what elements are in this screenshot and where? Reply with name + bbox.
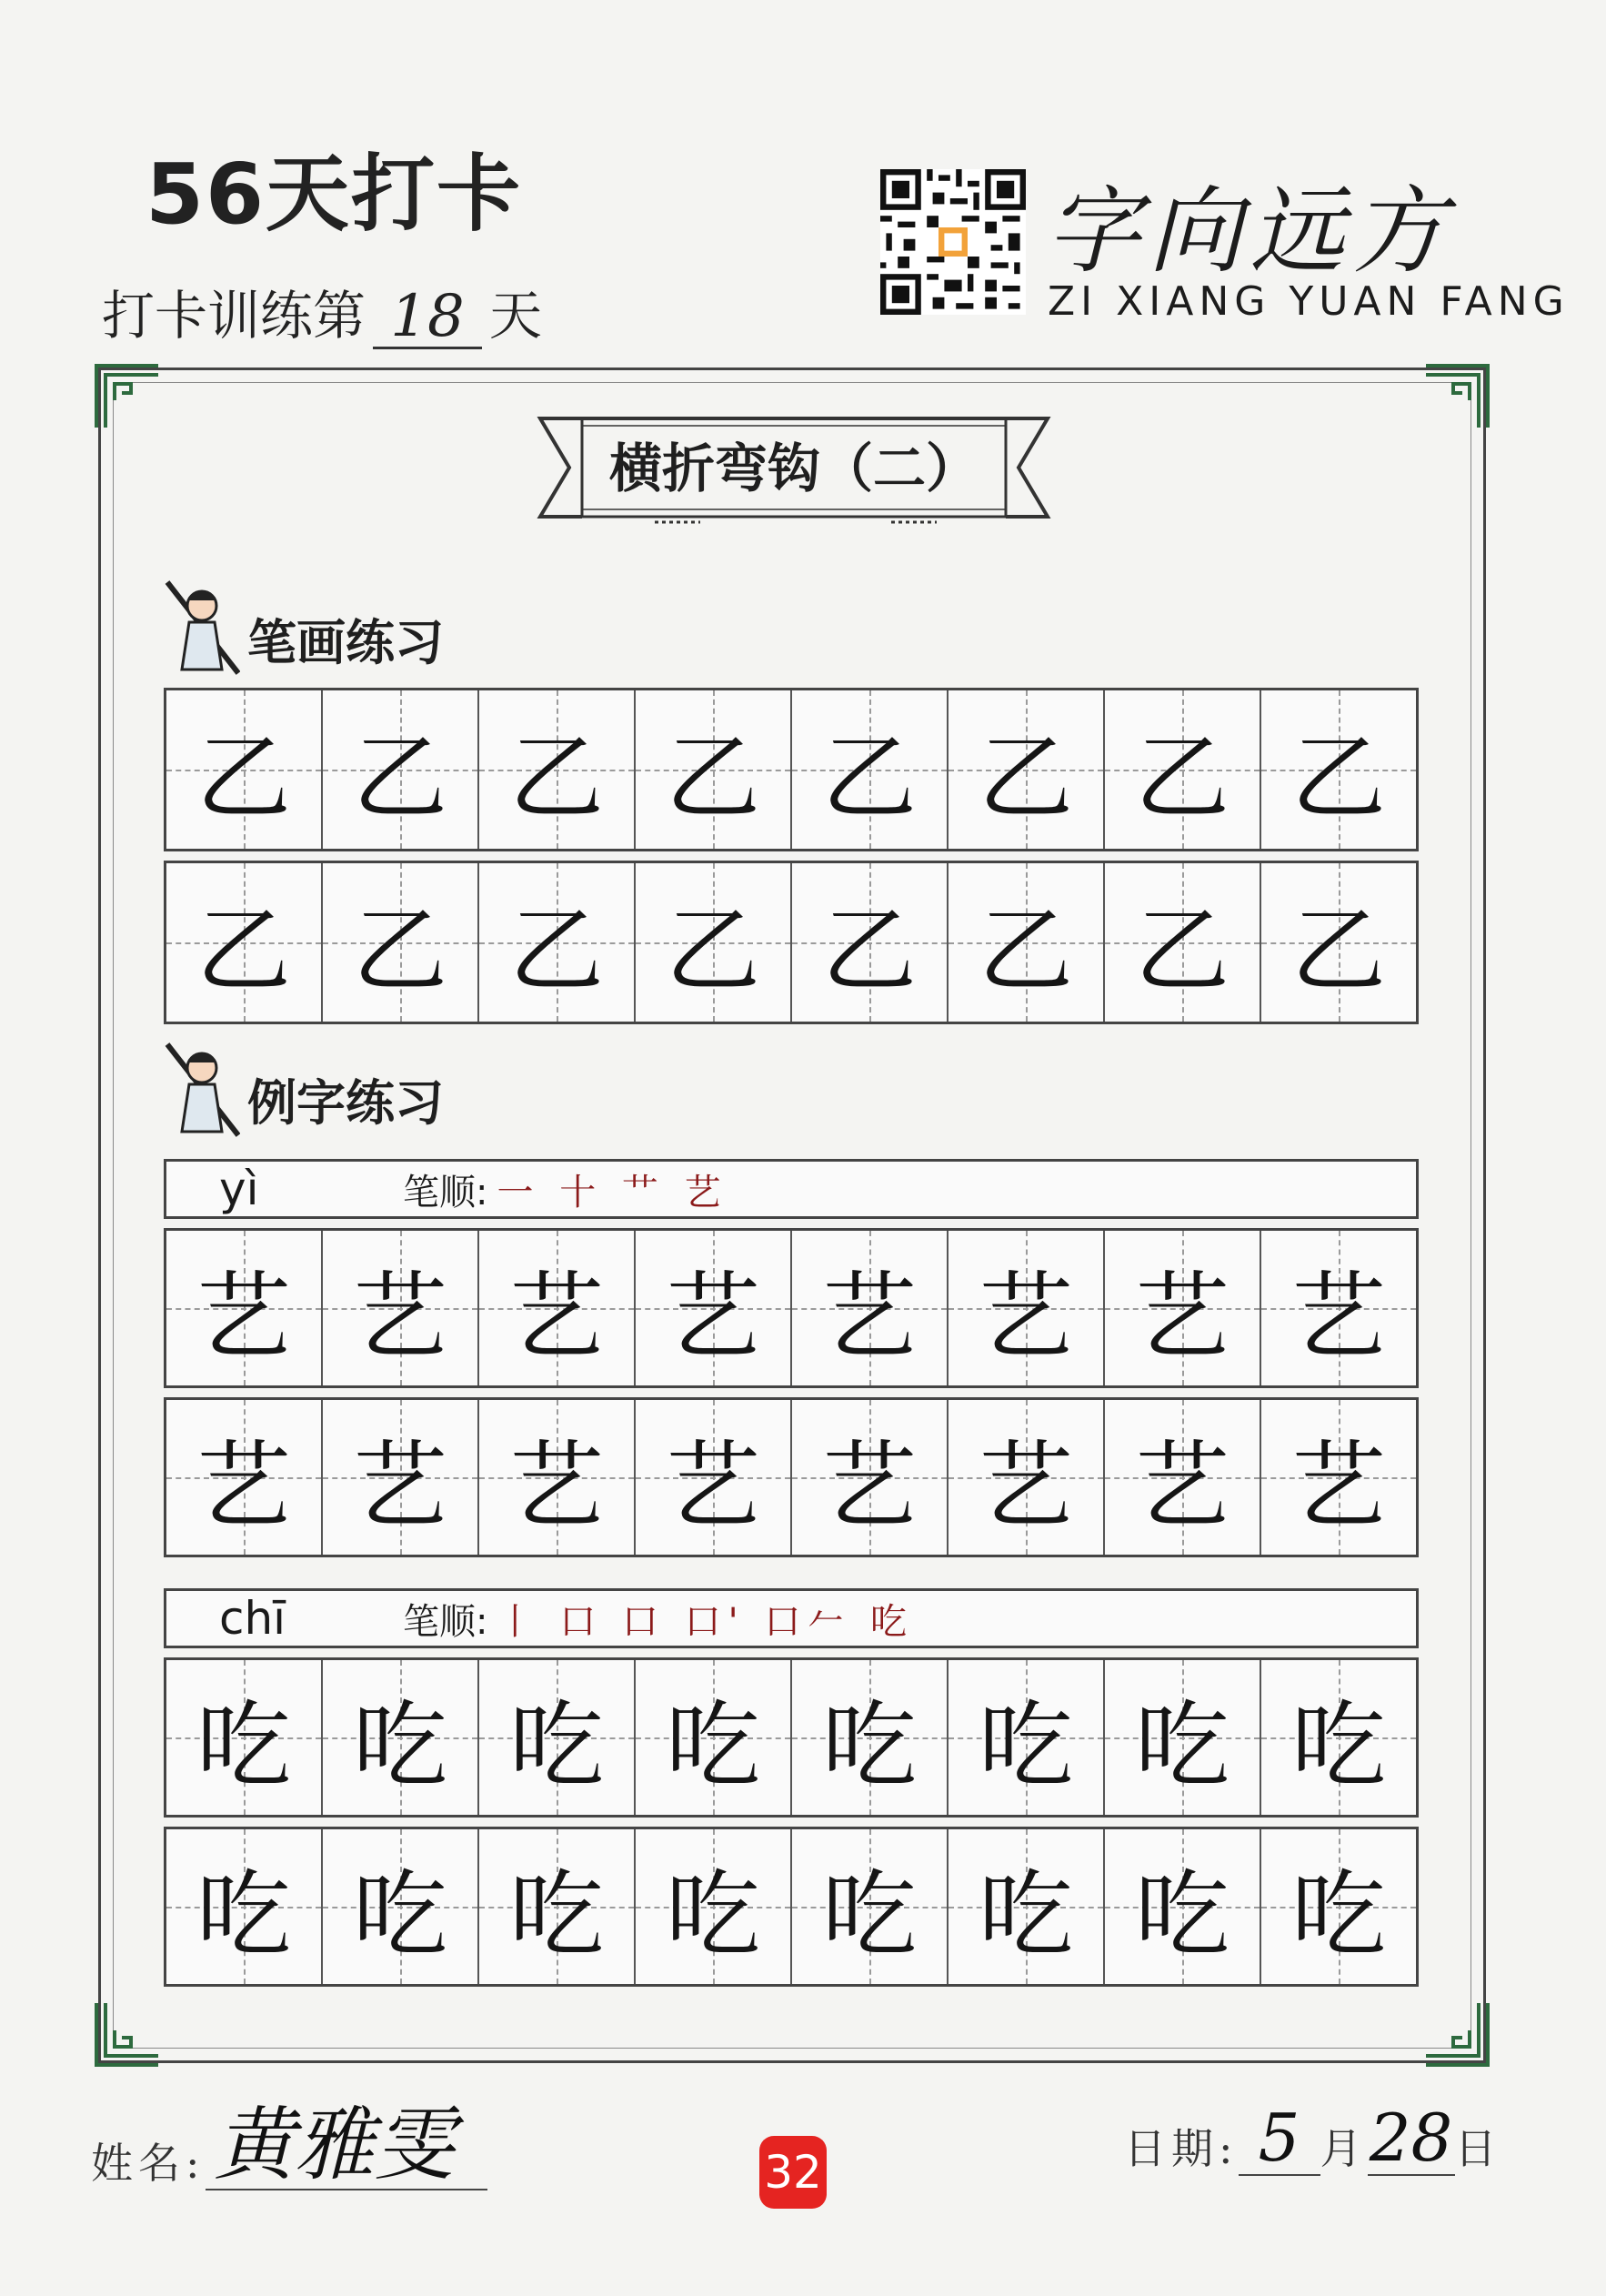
practice-glyph: 乙	[665, 722, 760, 833]
stroke-order-label: 笔顺:	[403, 1600, 488, 1643]
example-grid-yi	[164, 1228, 1419, 1557]
practice-cell[interactable]	[1105, 1660, 1261, 1815]
practice-cell[interactable]	[479, 1231, 636, 1385]
brand-name-en: ZI XIANG YUAN FANG	[1048, 278, 1570, 325]
date-field	[1124, 2101, 1502, 2176]
stroke-order: 丨 口 口 口' 口𠂉 吃	[497, 1600, 915, 1643]
practice-cell[interactable]	[1105, 863, 1261, 1022]
practice-glyph: 吃	[196, 1690, 291, 1801]
practice-glyph: 吃	[665, 1859, 760, 1970]
practice-glyph: 艺	[352, 1430, 447, 1541]
practice-cell[interactable]	[636, 1829, 792, 1984]
practice-glyph: 吃	[821, 1690, 917, 1801]
practice-cell[interactable]	[1261, 863, 1416, 1022]
practice-glyph: 乙	[978, 722, 1073, 833]
grid-row	[164, 688, 1419, 851]
practice-glyph: 吃	[1134, 1859, 1230, 1970]
practice-glyph: 艺	[196, 1430, 291, 1541]
practice-glyph: 吃	[978, 1859, 1073, 1970]
grid-row	[164, 1827, 1419, 1987]
practice-glyph: 乙	[352, 895, 447, 1006]
practice-cell[interactable]	[792, 690, 949, 849]
practice-cell[interactable]	[792, 1400, 949, 1555]
practice-glyph: 乙	[196, 722, 291, 833]
practice-glyph: 吃	[352, 1690, 447, 1801]
practice-glyph: 乙	[1134, 722, 1230, 833]
practice-glyph: 乙	[352, 722, 447, 833]
practice-cell[interactable]	[792, 1231, 949, 1385]
practice-cell[interactable]	[479, 690, 636, 849]
practice-cell[interactable]	[166, 1231, 323, 1385]
practice-cell[interactable]	[636, 1231, 792, 1385]
practice-cell[interactable]	[792, 1660, 949, 1815]
scholar-mascot-icon	[162, 1041, 240, 1139]
name-value[interactable]: 黄雅雯	[206, 2101, 487, 2190]
stroke-order: 一 十 艹 艺	[497, 1171, 728, 1213]
practice-cell[interactable]	[166, 1829, 323, 1984]
corner-ornament-icon	[95, 2001, 160, 2067]
practice-cell[interactable]	[323, 1660, 479, 1815]
practice-glyph: 艺	[196, 1261, 291, 1372]
day-prefix: 打卡训练第	[102, 285, 366, 347]
practice-cell[interactable]	[1261, 690, 1416, 849]
practice-glyph: 艺	[508, 1261, 604, 1372]
practice-glyph: 乙	[821, 895, 917, 1006]
example-grid-chi	[164, 1657, 1419, 1987]
practice-cell[interactable]	[636, 1660, 792, 1815]
practice-glyph: 乙	[508, 722, 604, 833]
practice-glyph: 乙	[978, 895, 1073, 1006]
qr-code-icon	[880, 169, 1026, 315]
practice-cell[interactable]	[323, 1829, 479, 1984]
practice-glyph: 艺	[821, 1430, 917, 1541]
practice-glyph: 乙	[1290, 722, 1386, 833]
day-number: 18	[373, 287, 482, 349]
practice-cell[interactable]	[166, 1400, 323, 1555]
practice-cell[interactable]	[949, 1829, 1105, 1984]
practice-glyph: 乙	[665, 895, 760, 1006]
practice-glyph: 乙	[1290, 895, 1386, 1006]
corner-ornament-icon	[95, 364, 160, 429]
practice-glyph: 吃	[1290, 1859, 1386, 1970]
practice-glyph: 吃	[665, 1690, 760, 1801]
day-unit: 日	[1454, 2124, 1502, 2173]
practice-glyph: 艺	[352, 1261, 447, 1372]
practice-cell[interactable]	[949, 863, 1105, 1022]
grid-row	[164, 1657, 1419, 1818]
checkin-day-line	[102, 273, 542, 349]
practice-glyph: 乙	[196, 895, 291, 1006]
section-title-example: 例字练习	[247, 1074, 444, 1132]
section-title-stroke: 笔画练习	[247, 614, 444, 671]
corner-ornament-icon	[1424, 2001, 1490, 2067]
scholar-mascot-icon	[162, 579, 240, 677]
char-info-bar	[164, 1159, 1419, 1219]
practice-cell[interactable]	[1261, 1829, 1416, 1984]
grid-row	[164, 1228, 1419, 1388]
name-label: 姓名:	[91, 2139, 206, 2188]
practice-glyph: 吃	[508, 1690, 604, 1801]
grid-row	[164, 1397, 1419, 1557]
practice-cell[interactable]	[949, 1660, 1105, 1815]
practice-cell[interactable]	[792, 1829, 949, 1984]
practice-glyph: 乙	[508, 895, 604, 1006]
pinyin: chī	[219, 1592, 286, 1645]
practice-cell[interactable]	[323, 863, 479, 1022]
practice-cell[interactable]	[166, 863, 323, 1022]
stroke-order-label: 笔顺:	[403, 1171, 488, 1213]
practice-cell[interactable]	[323, 1400, 479, 1555]
practice-cell[interactable]	[479, 1400, 636, 1555]
practice-glyph: 吃	[1134, 1690, 1230, 1801]
date-month[interactable]: 5	[1239, 2101, 1320, 2176]
practice-cell[interactable]	[479, 863, 636, 1022]
practice-glyph: 艺	[1290, 1430, 1386, 1541]
practice-cell[interactable]	[792, 863, 949, 1022]
lesson-title: 横折弯钩（二）	[608, 438, 979, 499]
practice-glyph: 乙	[1134, 895, 1230, 1006]
practice-cell[interactable]	[166, 1660, 323, 1815]
practice-glyph: 艺	[978, 1430, 1073, 1541]
practice-cell[interactable]	[1105, 1231, 1261, 1385]
practice-cell[interactable]	[636, 690, 792, 849]
practice-glyph: 艺	[508, 1430, 604, 1541]
practice-cell[interactable]	[636, 863, 792, 1022]
month-unit: 月	[1320, 2124, 1368, 2173]
practice-cell[interactable]	[479, 1660, 636, 1815]
name-field	[91, 2098, 487, 2191]
practice-glyph: 艺	[665, 1261, 760, 1372]
practice-cell[interactable]	[479, 1829, 636, 1984]
practice-cell[interactable]	[166, 690, 323, 849]
practice-glyph: 吃	[978, 1690, 1073, 1801]
page-number: 32	[759, 2136, 827, 2209]
practice-glyph: 艺	[978, 1261, 1073, 1372]
practice-glyph: 艺	[665, 1430, 760, 1541]
practice-cell[interactable]	[949, 1231, 1105, 1385]
stroke-practice-grid	[164, 688, 1419, 1024]
char-info-bar	[164, 1588, 1419, 1648]
practice-glyph: 艺	[1134, 1261, 1230, 1372]
day-suffix: 天	[489, 285, 543, 347]
brand-name-cn: 字向远方	[1046, 176, 1454, 287]
pinyin: yì	[219, 1163, 259, 1215]
practice-glyph: 吃	[508, 1859, 604, 1970]
practice-glyph: 艺	[1290, 1261, 1386, 1372]
practice-cell[interactable]	[949, 690, 1105, 849]
practice-cell[interactable]	[1105, 1829, 1261, 1984]
practice-cell[interactable]	[1261, 1660, 1416, 1815]
practice-glyph: 吃	[821, 1859, 917, 1970]
practice-cell[interactable]	[1105, 690, 1261, 849]
practice-cell[interactable]	[636, 1400, 792, 1555]
corner-ornament-icon	[1424, 364, 1490, 429]
practice-glyph: 艺	[1134, 1430, 1230, 1541]
practice-cell[interactable]	[323, 1231, 479, 1385]
practice-cell[interactable]	[949, 1400, 1105, 1555]
practice-cell[interactable]	[323, 690, 479, 849]
practice-glyph: 乙	[821, 722, 917, 833]
page-title: 56天打卡	[146, 146, 523, 243]
practice-glyph: 吃	[196, 1859, 291, 1970]
date-day[interactable]: 28	[1368, 2101, 1455, 2176]
practice-glyph: 吃	[352, 1859, 447, 1970]
grid-row	[164, 861, 1419, 1024]
practice-glyph: 吃	[1290, 1690, 1386, 1801]
practice-cell[interactable]	[1261, 1400, 1416, 1555]
date-label: 日期:	[1124, 2124, 1239, 2173]
practice-glyph: 艺	[821, 1261, 917, 1372]
practice-cell[interactable]	[1105, 1400, 1261, 1555]
practice-cell[interactable]	[1261, 1231, 1416, 1385]
